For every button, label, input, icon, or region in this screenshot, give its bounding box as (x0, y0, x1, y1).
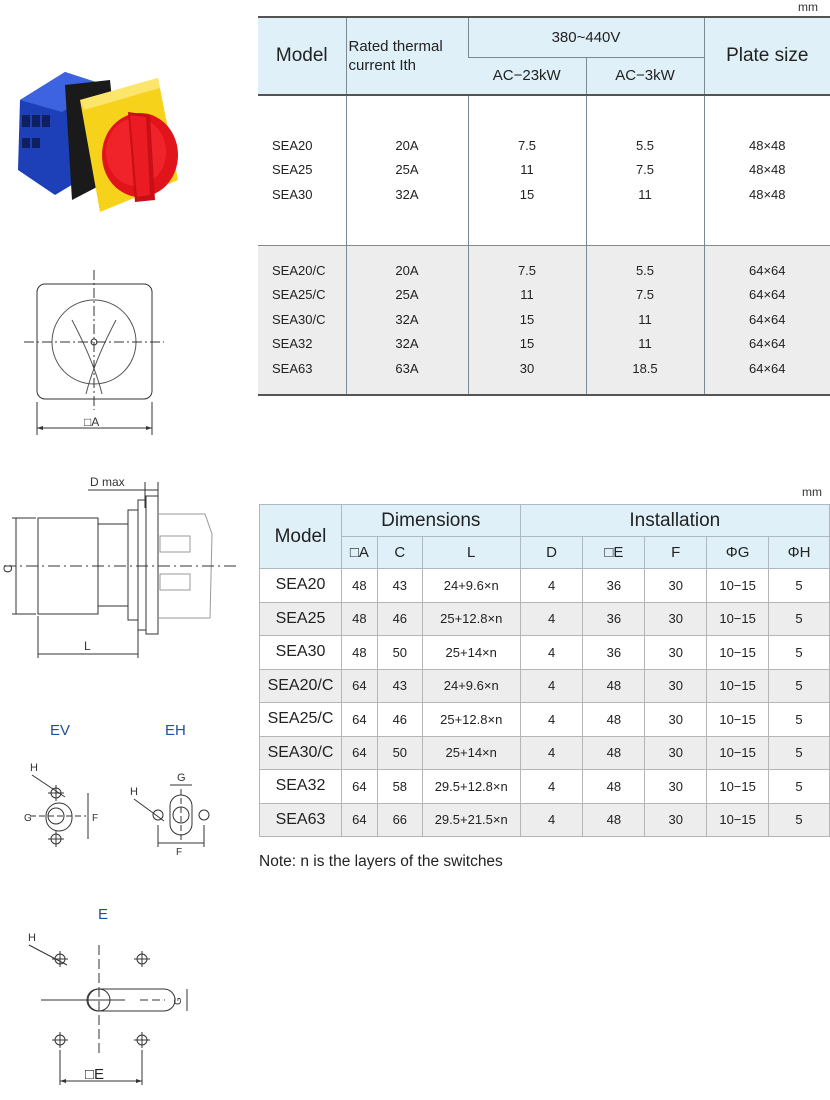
c-label: C (1, 564, 15, 573)
col-rated-current: Rated thermal current Ith (346, 17, 468, 95)
group2-ac23: 7.5 11 15 15 30 (468, 245, 586, 395)
group1-current: 20A 25A 32A (346, 95, 468, 245)
front-view-drawing (20, 270, 170, 440)
dim-col-g: ΦG (707, 537, 769, 569)
dimensions-table (259, 504, 830, 837)
dim-col-a: □A (341, 537, 377, 569)
dim-col-d: D (520, 537, 583, 569)
ratings-table (258, 16, 830, 396)
eh-f: F (176, 847, 183, 855)
group1-ac3: 5.5 7.5 11 (586, 95, 704, 245)
table-row: SEA25/C 64 46 25+12.8×n 4 48 30 10−15 5 (260, 703, 830, 737)
col-ac23: AC−23kW (492, 67, 561, 85)
e-label: E (98, 906, 109, 923)
table-row: SEA30 48 50 25+14×n 4 36 30 10−15 5 (260, 636, 830, 670)
eh-label: EH (165, 722, 186, 739)
table-row: SEA20 48 43 24+9.6×n 4 36 30 10−15 5 (260, 569, 830, 603)
unit-label-bottom: mm (802, 485, 822, 499)
col-model: Model (275, 45, 328, 66)
dim-col-model: Model (260, 505, 342, 569)
table-row: SEA25 48 46 25+12.8×n 4 36 30 10−15 5 (260, 602, 830, 636)
ev-drawing (10, 755, 120, 850)
eh-drawing (120, 765, 220, 855)
col-voltage: 380~440V (468, 17, 704, 57)
l-label: L (84, 639, 91, 653)
dim-col-e: □E (583, 537, 645, 569)
e-h: H (28, 932, 36, 944)
group2-plate: 64×64 64×64 64×64 64×64 64×64 (704, 245, 830, 395)
table-row: SEA30/C 64 50 25+14×n 4 48 30 10−15 5 (260, 736, 830, 770)
eh-h: H (130, 786, 138, 798)
dim-col-c: C (377, 537, 422, 569)
e-drawing (15, 925, 200, 1090)
table-row: SEA32 64 58 29.5+12.8×n 4 48 30 10−15 5 (260, 770, 830, 804)
table-row: SEA20/C 64 43 24+9.6×n 4 48 30 10−15 5 (260, 669, 830, 703)
dim-col-h: ΦH (769, 537, 830, 569)
ev-f: F (92, 813, 99, 824)
ev-h: H (30, 762, 38, 774)
side-view-drawing (0, 470, 250, 665)
ev-g: G (24, 813, 32, 824)
e-dim-label: □E (85, 1066, 105, 1083)
unit-label-top: mm (798, 0, 818, 14)
eh-g: G (177, 772, 186, 784)
group2-ac3: 5.5 7.5 11 11 18.5 (586, 245, 704, 395)
group2-models: SEA20/C SEA25/C SEA30/C SEA32 SEA63 (272, 262, 326, 376)
dim-col-installation: Installation (520, 505, 829, 537)
front-a-label: □A (84, 415, 100, 429)
switch-photo (10, 60, 185, 220)
group2-current: 20A 25A 32A 32A 63A (346, 245, 468, 395)
group1-ac23: 7.5 11 15 (468, 95, 586, 245)
e-g: G (173, 997, 184, 1005)
note-text: Note: n is the layers of the switches (259, 853, 503, 870)
table-row: SEA63 64 66 29.5+21.5×n 4 48 30 10−15 5 (260, 803, 830, 837)
ev-label: EV (50, 722, 71, 739)
dim-col-l: L (422, 537, 520, 569)
group1-plate: 48×48 48×48 48×48 (704, 95, 830, 245)
dim-col-f: F (645, 537, 707, 569)
dmax-label: D max (90, 475, 125, 489)
group1-models: SEA20 SEA25 SEA30 (272, 137, 313, 202)
col-ac3: AC−3kW (586, 57, 704, 95)
col-plate-size: Plate size (704, 17, 830, 95)
dim-col-dimensions: Dimensions (341, 505, 520, 537)
